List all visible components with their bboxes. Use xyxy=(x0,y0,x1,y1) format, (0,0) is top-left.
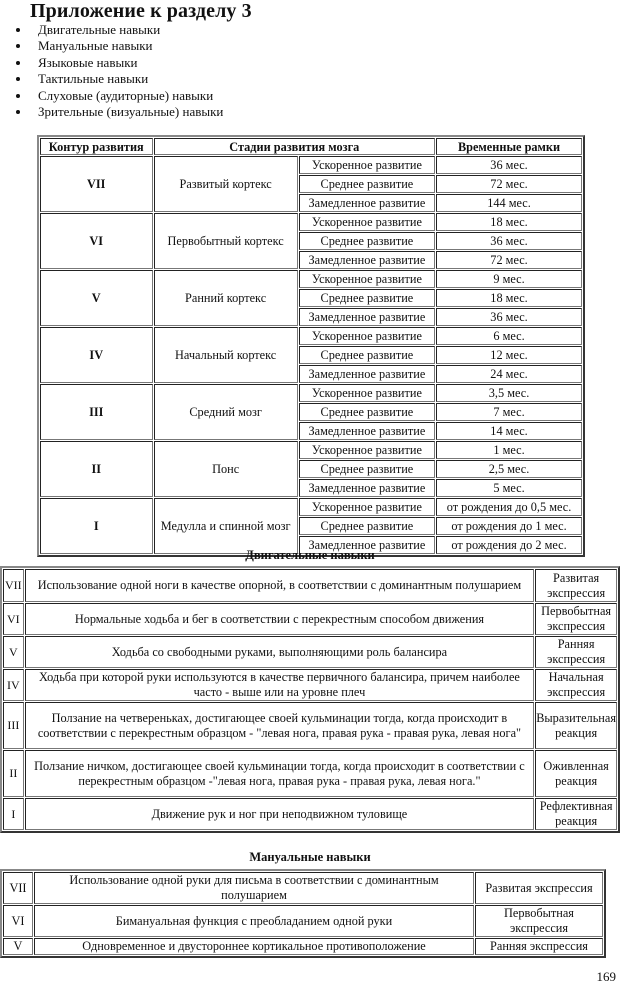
brain-stage-cell: Начальный кортекс xyxy=(154,327,298,383)
development-speed-cell: Среднее развитие xyxy=(299,289,435,307)
brain-stage-cell: Развитый кортекс xyxy=(154,156,298,212)
description-cell: Ползание ничком, достигающее своей кульминации тогда, когда происходит в соответствии с перекрестным образцом -"левая нога, правая рука - правая рука, левая нога." xyxy=(25,750,535,797)
header-timeframe: Временные рамки xyxy=(436,138,582,155)
result-cell: Рефлективная реакция xyxy=(535,798,617,830)
result-cell: Ранняя экспрессия xyxy=(475,938,603,955)
motor-skills-table xyxy=(0,566,620,833)
level-cell: VII xyxy=(3,569,24,602)
bullet-icon xyxy=(16,61,20,65)
development-speed-cell: Замедленное развитие xyxy=(299,194,435,212)
table-row xyxy=(3,905,603,937)
table-row xyxy=(3,569,617,602)
timeframe-cell: 9 мес. xyxy=(436,270,582,288)
contour-level-cell: II xyxy=(40,441,153,497)
level-cell: III xyxy=(3,702,24,749)
brain-development-table xyxy=(37,135,585,557)
timeframe-cell: 24 мес. xyxy=(436,365,582,383)
development-speed-cell: Среднее развитие xyxy=(299,232,435,250)
table-row xyxy=(3,750,617,797)
header-contour: Контур развития xyxy=(40,138,153,155)
development-speed-cell: Ускоренное развитие xyxy=(299,384,435,402)
timeframe-cell: 12 мес. xyxy=(436,346,582,364)
development-speed-cell: Замедленное развитие xyxy=(299,365,435,383)
level-cell: IV xyxy=(3,669,24,701)
development-speed-cell: Среднее развитие xyxy=(299,460,435,478)
description-cell: Движение рук и ног при неподвижном туловище xyxy=(25,798,535,830)
table-row xyxy=(3,798,617,830)
development-speed-cell: Ускоренное развитие xyxy=(299,270,435,288)
development-speed-cell: Замедленное развитие xyxy=(299,308,435,326)
brain-stage-cell: Ранний кортекс xyxy=(154,270,298,326)
timeframe-cell: 7 мес. xyxy=(436,403,582,421)
timeframe-cell: 144 мес. xyxy=(436,194,582,212)
development-speed-cell: Ускоренное развитие xyxy=(299,327,435,345)
result-cell: Первобытная экспрессия xyxy=(535,603,617,635)
table-row xyxy=(40,213,582,231)
development-speed-cell: Ускоренное развитие xyxy=(299,156,435,174)
description-cell: Использование одной руки для письма в соответствии с доминантным полушарием xyxy=(34,872,474,904)
timeframe-cell: 18 мес. xyxy=(436,213,582,231)
table-row xyxy=(40,327,582,345)
result-cell: Развитая экспрессия xyxy=(475,872,603,904)
description-cell: Ходьба со свободными руками, выполняющими роль балансира xyxy=(25,636,535,668)
bullet-icon xyxy=(16,44,20,48)
contour-level-cell: I xyxy=(40,498,153,554)
description-cell: Нормальные ходьба и бег в соответствии с перекрестным способом движения xyxy=(25,603,535,635)
level-cell: V xyxy=(3,636,24,668)
development-speed-cell: Ускоренное развитие xyxy=(299,441,435,459)
bullet-text: Мануальные навыки xyxy=(38,38,153,54)
table-row xyxy=(3,636,617,668)
level-cell: VI xyxy=(3,603,24,635)
result-cell: Выразительная реакция xyxy=(535,702,617,749)
description-cell: Ползание на четвереньках, достигающее своей кульминации тогда, когда происходит в соответствии с перекрестным образцом - "левая нога, правая рука - правая рука, левая нога" xyxy=(25,702,535,749)
development-speed-cell: Ускоренное развитие xyxy=(299,213,435,231)
bullet-text: Тактильные навыки xyxy=(38,71,149,87)
development-speed-cell: Среднее развитие xyxy=(299,175,435,193)
result-cell: Начальная экспрессия xyxy=(535,669,617,701)
level-cell: VII xyxy=(3,872,33,904)
page-title: Приложение к разделу 3 xyxy=(30,0,252,22)
bullet-item xyxy=(0,38,223,54)
bullet-icon xyxy=(16,77,20,81)
table-row xyxy=(3,603,617,635)
level-cell: VI xyxy=(3,905,33,937)
timeframe-cell: от рождения до 0,5 мес. xyxy=(436,498,582,516)
table-header-row xyxy=(40,138,582,155)
level-cell: V xyxy=(3,938,33,955)
brain-stage-cell: Понс xyxy=(154,441,298,497)
development-speed-cell: Замедленное развитие xyxy=(299,479,435,497)
level-cell: I xyxy=(3,798,24,830)
timeframe-cell: 18 мес. xyxy=(436,289,582,307)
timeframe-cell: от рождения до 2 мес. xyxy=(436,536,582,554)
bullet-text: Языковые навыки xyxy=(38,54,138,70)
timeframe-cell: 3,5 мес. xyxy=(436,384,582,402)
level-cell: II xyxy=(3,750,24,797)
timeframe-cell: 72 мес. xyxy=(436,175,582,193)
description-cell: Ходьба при которой руки используются в качестве первичного балансира, причем наиболее часто - выше или на уровне плеч xyxy=(25,669,535,701)
table-row xyxy=(3,669,617,701)
result-cell: Развитая экспрессия xyxy=(535,569,617,602)
timeframe-cell: 36 мес. xyxy=(436,308,582,326)
bullet-item xyxy=(0,71,223,87)
timeframe-cell: 72 мес. xyxy=(436,251,582,269)
result-cell: Ранняя экспрессия xyxy=(535,636,617,668)
bullet-text: Слуховые (аудиторные) навыки xyxy=(38,87,214,103)
bullet-item xyxy=(0,88,223,104)
motor-skills-heading: Двигательные навыки xyxy=(245,548,375,562)
bullet-item xyxy=(0,104,223,120)
brain-stage-cell: Средний мозг xyxy=(154,384,298,440)
table-row xyxy=(40,384,582,402)
bullet-item xyxy=(0,55,223,71)
table-row xyxy=(40,441,582,459)
description-cell: Бимануальная функция с преобладанием одной руки xyxy=(34,905,474,937)
bullet-icon xyxy=(16,28,20,32)
brain-stage-cell: Первобытный кортекс xyxy=(154,213,298,269)
result-cell: Первобытная экспрессия xyxy=(475,905,603,937)
table-row xyxy=(40,270,582,288)
development-speed-cell: Ускоренное развитие xyxy=(299,498,435,516)
contour-level-cell: III xyxy=(40,384,153,440)
table-row xyxy=(3,938,603,955)
skills-bullet-list xyxy=(0,22,223,120)
timeframe-cell: 5 мес. xyxy=(436,479,582,497)
bullet-text: Двигательные навыки xyxy=(38,22,161,37)
development-speed-cell: Замедленное развитие xyxy=(299,251,435,269)
development-speed-cell: Замедленное развитие xyxy=(299,536,435,554)
contour-level-cell: VI xyxy=(40,213,153,269)
table-row xyxy=(3,872,603,904)
timeframe-cell: 36 мес. xyxy=(436,156,582,174)
result-cell: Оживленная реакция xyxy=(535,750,617,797)
page-number: 169 xyxy=(596,969,616,984)
development-speed-cell: Среднее развитие xyxy=(299,346,435,364)
manual-skills-table xyxy=(0,869,606,958)
development-speed-cell: Замедленное развитие xyxy=(299,422,435,440)
header-stages: Стадии развития мозга xyxy=(154,138,436,155)
bullet-icon xyxy=(16,94,20,98)
contour-level-cell: V xyxy=(40,270,153,326)
bullet-text: Зрительные (визуальные) навыки xyxy=(38,103,224,119)
timeframe-cell: от рождения до 1 мес. xyxy=(436,517,582,535)
table-row xyxy=(3,702,617,749)
manual-skills-heading: Мануальные навыки xyxy=(249,850,371,864)
motor-skills-table-body xyxy=(3,569,617,830)
description-cell: Одновременное и двустороннее кортикальное противоположение xyxy=(34,938,474,955)
timeframe-cell: 2,5 мес. xyxy=(436,460,582,478)
bullet-item xyxy=(0,22,223,38)
timeframe-cell: 14 мес. xyxy=(436,422,582,440)
development-speed-cell: Среднее развитие xyxy=(299,403,435,421)
description-cell: Использование одной ноги в качестве опорной, в соответствии с доминантным полушарием xyxy=(25,569,535,602)
table-row xyxy=(40,156,582,174)
bullet-icon xyxy=(16,110,20,114)
timeframe-cell: 36 мес. xyxy=(436,232,582,250)
timeframe-cell: 1 мес. xyxy=(436,441,582,459)
brain-table-body xyxy=(40,156,582,554)
contour-level-cell: IV xyxy=(40,327,153,383)
development-speed-cell: Среднее развитие xyxy=(299,517,435,535)
manual-skills-table-body xyxy=(3,872,603,955)
brain-stage-cell: Медулла и спинной мозг xyxy=(154,498,298,554)
timeframe-cell: 6 мес. xyxy=(436,327,582,345)
table-row xyxy=(40,498,582,516)
contour-level-cell: VII xyxy=(40,156,153,212)
